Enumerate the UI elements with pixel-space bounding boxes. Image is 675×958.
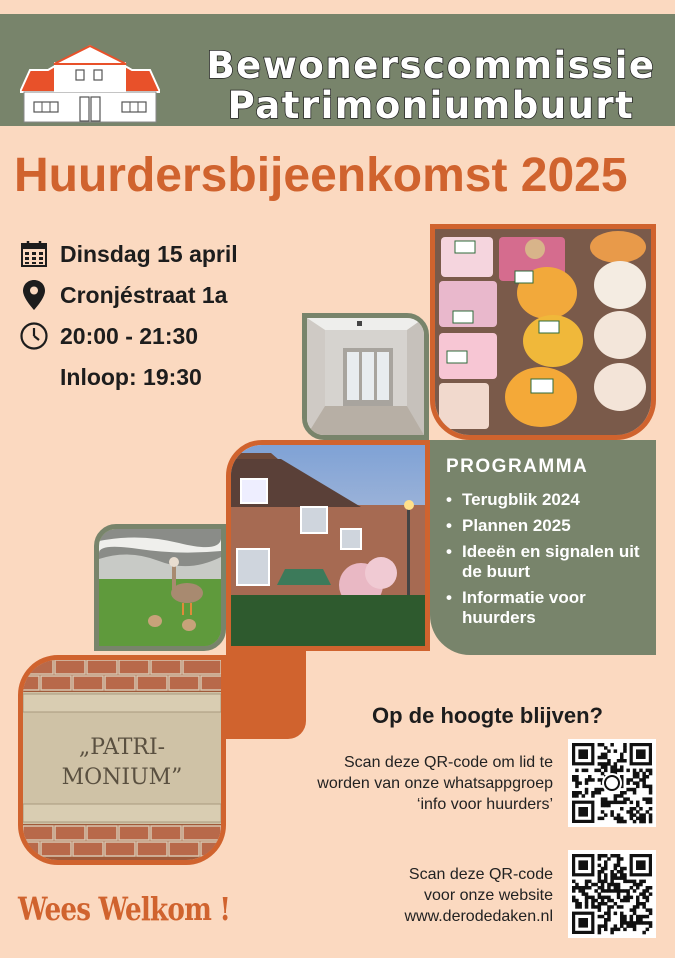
- walk-in-row: [20, 363, 202, 391]
- geese-photo: [94, 524, 226, 651]
- welcome-text: Wees Welkom !: [18, 890, 231, 928]
- website-qr-code[interactable]: [568, 850, 656, 938]
- organization-title-line2: Patrimoniumbuurt: [227, 84, 635, 127]
- event-title: Huurdersbijeenkomst 2025: [14, 149, 628, 202]
- location-row: [20, 281, 227, 309]
- pastries-photo: [430, 224, 656, 440]
- clock-icon: [20, 322, 48, 350]
- website-scan-text: Scan deze QR-code voor onze website www.derodedaken.nl: [404, 866, 553, 925]
- program-title: PROGRAMMA: [446, 456, 589, 477]
- plaque-line1: „PATRI-: [78, 735, 166, 760]
- program-item: • Informatie voor huurders: [446, 588, 644, 628]
- time-row: [20, 322, 198, 350]
- whatsapp-scan-text: Scan deze QR-code om lid te worden van onze whatsappgroep ‘info voor huurders’: [317, 754, 553, 813]
- program-item: • Ideeën en signalen uit de buurt: [446, 542, 644, 582]
- decorative-block: [226, 651, 306, 739]
- program-item: • Plannen 2025: [446, 516, 644, 536]
- organization-title: [196, 46, 666, 126]
- interior-photo: [302, 313, 429, 440]
- organization-title-line1: Bewonerscommissie: [206, 44, 656, 87]
- program-item: • Terugblik 2024: [446, 490, 644, 510]
- map-pin-icon: [20, 281, 48, 309]
- house-icon: [20, 44, 160, 124]
- program-panel: [430, 440, 656, 655]
- header-banner: [0, 14, 675, 126]
- program-list: [446, 490, 644, 628]
- date-text: Dinsdag 15 april: [60, 240, 238, 267]
- whatsapp-icon: [602, 773, 622, 793]
- walk-in-text: Inloop: 19:30: [60, 363, 202, 390]
- location-text: Cronjéstraat 1a: [60, 281, 228, 308]
- calendar-icon: [20, 240, 48, 268]
- whatsapp-qr-code[interactable]: [568, 739, 656, 827]
- stay-informed-heading: Op de hoogte blijven?: [372, 703, 603, 728]
- plaque-line2: MONIUM”: [61, 765, 183, 790]
- street-photo: [226, 440, 430, 651]
- plaque-photo: [18, 655, 226, 865]
- time-text: 20:00 - 21:30: [60, 322, 199, 349]
- date-row: [20, 240, 238, 268]
